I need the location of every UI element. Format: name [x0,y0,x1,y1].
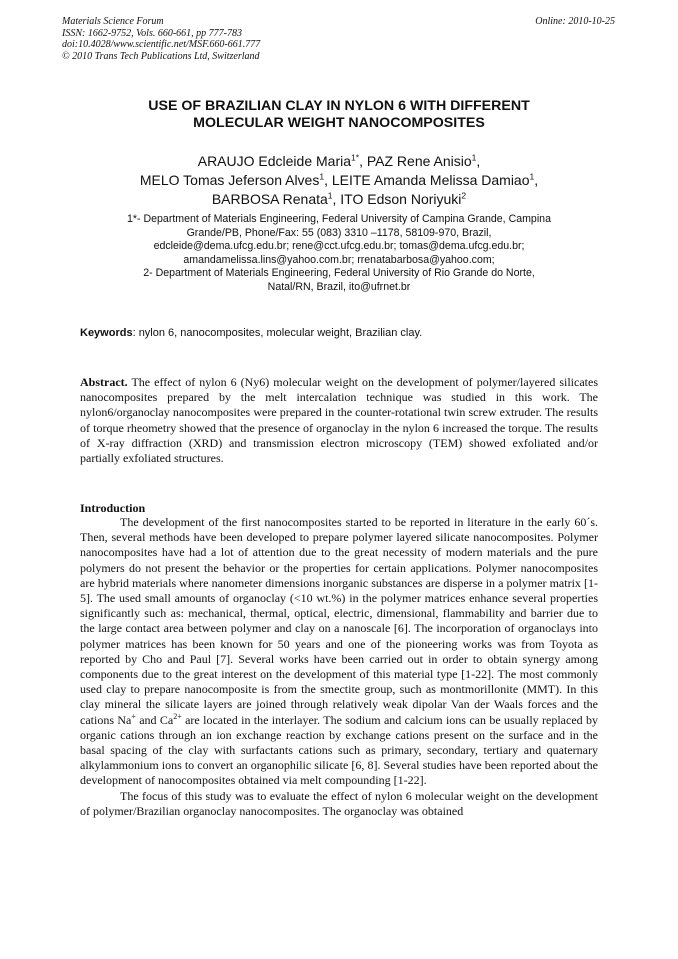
affiliation-line: Natal/RN, Brazil, ito@ufrnet.br [267,280,411,293]
paper-title [60,98,618,132]
journal-header [62,16,260,62]
author-name: ARAUJO Edcleide Maria [197,153,352,169]
affiliation-emails[interactable]: amandamelissa.lins@yahoo.com.br; rrenatabarbosa@yahoo.com; [183,253,495,266]
journal-name: Materials Science Forum [62,16,164,27]
author-affil-mark: 1 [327,190,333,201]
author-line-3: BARBOSA Renata$^1$, ITO Edson Noriyuki$^2$ [211,190,467,207]
author-name: LEITE Amanda Melissa Damiao [331,172,530,188]
abstract-text: The effect of nylon 6 (Ny6) molecular weight on the development of polymer/layered silicates nanocomposites prepared by the melt intercalation technique was studied in this work. The nylon6/organoclay nanocomposites were prepared in the counter-rotational twin screw extruder. The results of torque rheometry showed that the presence of organoclay in the nylon 6 increased the torque. The results of X-ray diffraction (XRD) and transmission electron microscopy (TEM) showed exfoliated and/or partially exfoliated structures. [80,375,598,466]
paragraph-text: and Ca [135,712,174,727]
paragraph-text: are located in the interlayer. The sodium and calcium ions can be usually replaced by organic cations through an ion exchange reaction by exchange cations present on the surface and in the basal spacing of the clay with surfactants cations such as primary, secondary, tertiary and quaternary alkylammonium ions to convert an organophilic silicate [6, 8]. Several studies have been reported about the development of nanocomposites obtained via melt compounding [1-22]. [80,712,599,788]
author-name: MELO Tomas Jeferson Alves [139,172,320,188]
author-affil-mark: 2 [461,190,467,201]
author-affil-mark: 1 [319,171,325,182]
abstract-section [80,375,598,466]
doi-line[interactable]: doi:10.4028/www.scientific.net/MSF.660-661.777 [62,39,261,50]
author-name: ITO Edson Noriyuki [340,191,462,207]
author-list [60,152,618,209]
title-line-1: USE OF BRAZILIAN CLAY IN NYLON 6 WITH DIFFERENT [148,98,530,114]
author-affil-mark: 1 [529,171,535,182]
superscript: + [131,711,136,721]
superscript: 2+ [173,711,182,721]
author-line-1: ARAUJO Edcleide Maria$^{1*}$, PAZ Rene Anisio$^1$, [197,152,481,169]
issn-line: ISSN: 1662-9752, Vols. 660-661, pp 777-783 [62,27,242,39]
keywords-section [80,326,600,340]
paragraph [80,515,598,789]
introduction-body [80,515,598,819]
keywords-label: Keywords [80,327,133,339]
paragraph-text: The development of the first nanocomposites started to be reported in literature in the early 60´s. Then, several methods have been developed to prepare polymer layered silicate nanocomposites. Polymer nanocomposites have had a lot of attention due to the great necessity of modern materials and the pure polymers do not present the behavior or the properties for certain applications. Polymer nanocomposites are hybrid materials where nanometer dimensions inorganic substances are disperse in a polymer matrix [1-5]. The used small amounts of organoclay (<10 wt.%) in the polymer matrices enhance several properties significantly such as: mechanical, thermal, optical, electric, dimensional, flammability and barrier due to the large contact area between polymer and clay on a nanoscale [6]. The incorporation of organoclays into polymer matrices has been known for 50 years and one of the pioneering works was from Toyota as reported by Cho and Paul [7]. Several works have been carried out in order to obtain synergy among components due to the great interest on the development of this material type [1-22]. The most commonly used clay to prepare nanocomposite is from the smectite group, such as montmorillonite (MMT). In this clay mineral the silicate layers are joined through relatively weak dipolar Van der Waals forces and the cations Na [80,515,598,727]
introduction-heading: Introduction [80,501,146,515]
author-affil-mark: 1* [351,152,360,163]
affiliation-emails[interactable]: edcleide@dema.ufcg.edu.br; rene@cct.ufcg.edu.br; tomas@dema.ufcg.edu.br; [153,240,525,253]
affiliation-line: Grande/PB, Phone/Fax: 55 (083) 3310 –1178, 58109-970, Brazil, [186,226,492,239]
keywords-text: : nylon 6, nanocomposites, molecular weight, Brazilian clay. [132,327,423,339]
affiliation-line: 2- Department of Materials Engineering, Federal University of Rio Grande do Norte, [143,267,535,280]
affiliations [66,213,612,295]
title-line-2: MOLECULAR WEIGHT NANOCOMPOSITES [193,115,485,131]
author-name: PAZ Rene Anisio [366,153,472,169]
copyright-line: © 2010 Trans Tech Publications Ltd, Switzerland [62,50,260,62]
author-affil-mark: 1 [471,152,477,163]
affiliation-line: 1*- Department of Materials Engineering, Federal University of Campina Grande, Campina [127,213,551,225]
paragraph: The focus of this study was to evaluate the effect of nylon 6 molecular weight on the development of polymer/Brazilian organoclay nanocomposites. The organoclay was obtained [80,788,598,818]
author-name: BARBOSA Renata [211,191,328,207]
author-line-2: MELO Tomas Jeferson Alves$^1$, LEITE Amanda Melissa Damiao$^1$, [139,171,539,188]
abstract-label: Abstract. [80,375,128,389]
online-date: Online: 2010-10-25 [535,16,615,27]
